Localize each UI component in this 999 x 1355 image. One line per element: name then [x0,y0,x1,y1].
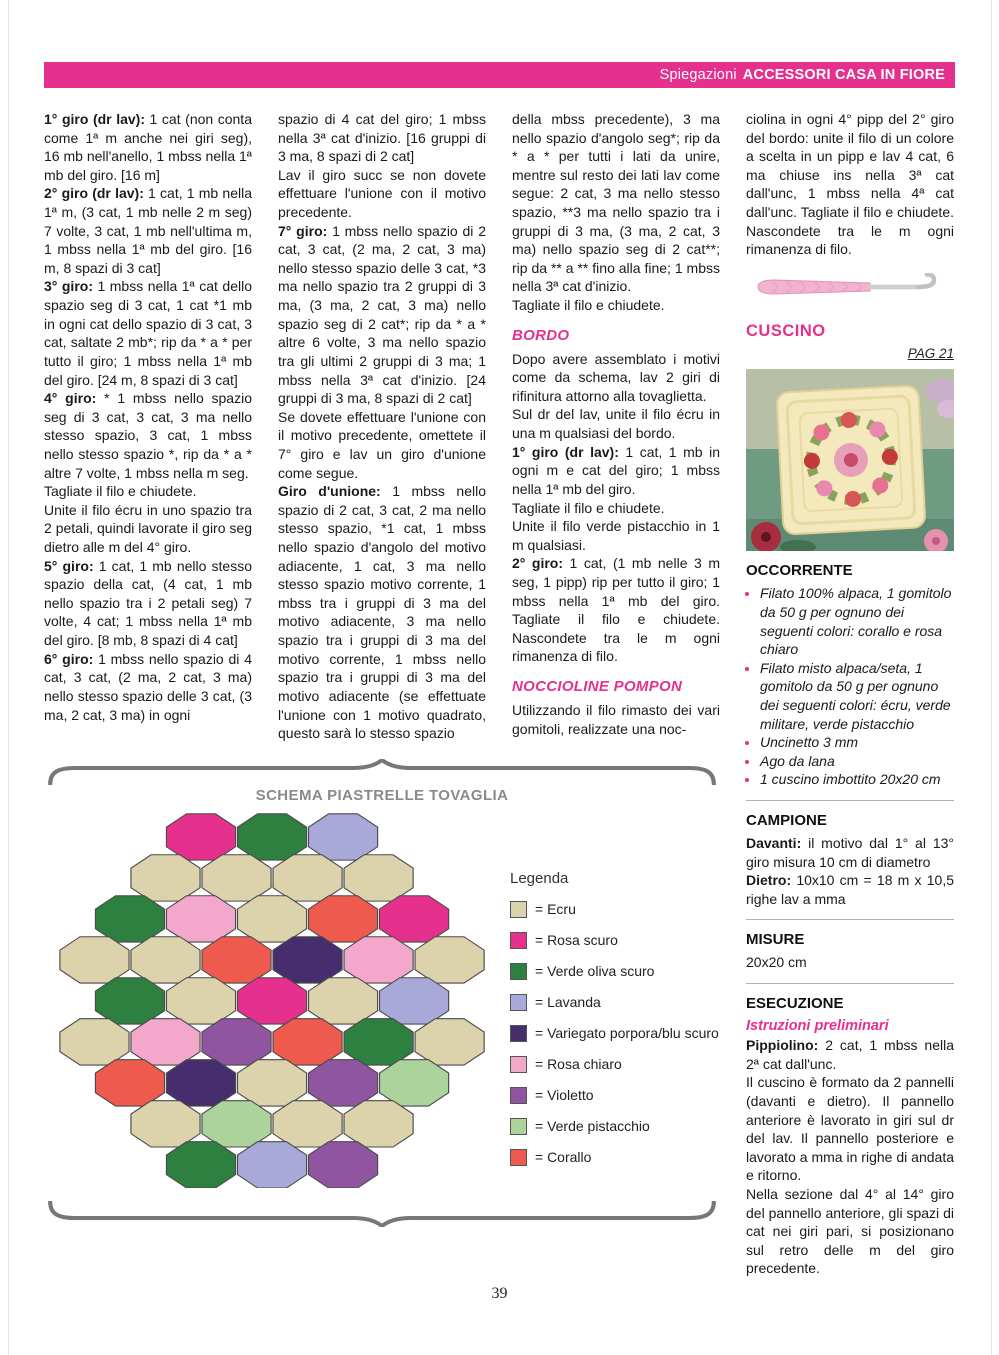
tile-ecru [131,854,200,900]
esecuzione-heading: ESECUZIONE [746,994,844,1012]
pippiolino-text: 2 cat, 1 mbss nella 2ª cat dall'unc. [746,1037,954,1072]
paragraph: 7° giro: 1 mbss nello spazio di 2 cat, 3 cat, (2 ma, 2 cat, 3 ma) nello stesso spazio delle 3 cat, *3 ma nello spazio tra 2 gruppi di 3 ma, (3 ma, 2 cat, 3 ma) nello spazio seg di 2 cat*; rip da * a * altre 6 volte, 3 ma nello spazio tra gli ultimi 2 gruppi di 3 ma; 1 mbss nella 3ª cat d'inizio. [24 gruppi di 3 ma, 8 spazi di 2 cat] [278,222,486,407]
paragraph: 2° giro (dr lav): 1 cat, 1 mb nella 1ª m, (3 cat, 1 mb nelle 2 m seg) 7 volte, 3 cat, 1 mb nell'ultima m, 1 mbss nella 1ª mb del giro. [16 m, 8 spazi di 3 cat] [44,185,252,276]
davanti-label: Davanti: [746,834,802,851]
pippiolino-paragraph [746,1036,954,1073]
column-3 [512,110,720,743]
paragraph: 4° giro: * 1 mbss nello spazio seg di 3 cat, 3 cat, 3 ma nello stesso spazio, 3 cat, 1 mbss nello stesso spazio *, rip da * a * altre 7 volte, 1 mbss nella m seg. [44,390,252,481]
tile-verde_pistacchio [380,1059,449,1105]
paragraph: della mbss precedente), 3 ma nello spazio d'angolo seg*; rip da * a * per tutti i lati da unire, mentre sul resto dei lati lav come segue: 2 cat, 3 ma nello stesso spazio, **3 ma nello spazio tra i gruppi di 3 ma, (3 ma, 2 cat, 3 ma) nello spazio seg di 2 cat**; rip da ** a ** fino alla fine; 1 mbss nella 3ª cat d'inizio. [512,111,720,295]
tile-ecru [415,1018,484,1064]
page-content [44,110,955,1278]
tile-verde_oliva [95,895,164,941]
cuscino-heading: CUSCINO [746,322,826,341]
verde_pistacchio-swatch [510,1118,527,1135]
legend-item [510,1056,719,1073]
tile-ecru [344,1100,413,1146]
tile-verde_oliva [166,1141,235,1187]
dietro-label: Dietro: [746,872,792,889]
brace-bottom-decoration [44,1201,720,1227]
legend-item [510,932,719,949]
crochet-hook-image [746,273,954,306]
paragraph: Giro d'unione: 1 mbss nello spazio di 2 cat, 3 cat, 2 ma nello stesso spazio, *1 cat, 1 mbss nello spazio d'angolo del motivo adiacente, 1 cat, 3 ma nello stesso spazio motivo corrente, 1 mbss tra i gruppi di 3 ma del motivo adiacente, 3 ma nello spazio tra i gruppi di 3 ma del motivo corrente, 1 mbss nello spazio tra i gruppi di 3 ma del motivo adiacente (se effettuate l'unione con 1 motivo quadrato, questo sarà lo stesso spazio [278,483,486,742]
brace-top-decoration [44,759,720,785]
occorrente-item: • Filato 100% alpaca, 1 gomitolo da 50 g per ognuno dei seguenti colori: corallo e rosa chiaro [760,584,954,658]
paragraph: Unite il filo verde pistacchio in 1 m qualsiasi. [512,518,720,553]
tile-verde_oliva [237,814,306,860]
legend-label: = Variegato porpora/blu scuro [535,1025,719,1042]
occorrente-list [746,584,954,789]
page-edge-left [8,0,9,1355]
verde_oliva-swatch [510,963,527,980]
occorrente-heading: OCCORRENTE [746,562,853,580]
legend-item [510,994,719,1011]
misure-text: 20x20 cm [746,954,807,971]
section-divider [746,983,954,984]
subheading: BORDO [512,326,570,344]
paragraph: 1° giro (dr lav): 1 cat (non conta come 1ª m anche nei giri seg), 16 mb nell'anello, 1 mbss nella 1ª mb del giro. [16 m] [44,111,252,183]
legend-item [510,901,719,918]
paragraph: Utilizzando il filo rimasto dei vari gomitoli, realizzate una noc- [512,701,720,737]
tile-ecru [237,1059,306,1105]
tile-rosa_chiaro [344,936,413,982]
occorrente-item: • Uncinetto 3 mm [760,733,954,752]
paragraph: spazio di 4 cat del giro; 1 mbss nella 3ª cat d'inizio. [16 gruppi di 3 ma, 8 spazi di 2 cat] [278,111,486,165]
paragraph-continuation: ciolina in ogni 4° pipp del 2° giro del bordo: unite il filo di un colore a scelta in un pipp e lav 4 cat, 6 ma chiuse ins nella 3ª cat dall'unc, 1 mbss nella 4ª cat dall'unc. Tagliate il filo e chiudete. Nascondete tra le m ogni rimanenza di filo. [746,111,954,258]
paragraph: 2° giro: 1 cat, (1 mb nelle 3 m seg, 1 pipp) rip per tutto il giro; 1 mbss nella 1ª mb del giro. Tagliate il filo e chiudete. Nascondete tra le m ogni rimanenza di filo. [512,555,720,665]
lavanda-swatch [510,994,527,1011]
tile-rosa_scuro [166,814,235,860]
corallo-swatch [510,1149,527,1166]
rosa_chiaro-swatch [510,1056,527,1073]
ecru-swatch [510,901,527,918]
tile-lavanda [237,1141,306,1187]
page-header-bar [44,62,955,88]
tile-ecru [273,854,342,900]
legend-label: = Rosa chiaro [535,1056,622,1073]
paragraph: 1° giro (dr lav): 1 cat, 1 mb in ogni m e cat del giro; 1 mbss nella 1ª mb del giro. [512,443,720,497]
legend-item [510,1118,719,1135]
esecuzione-paragraph: Nella sezione dal 4° al 14° giro del pannello anteriore, gli spazi di cat nei giri pari, si posizionano sul retro delle m del giro precedente. [746,1186,954,1277]
legend-item [510,963,719,980]
schema-body [44,812,720,1193]
tile-lavanda [309,814,378,860]
tile-ecru [202,854,271,900]
pippiolino-label: Pippiolino: [746,1037,819,1054]
legend-label: = Lavanda [535,994,601,1011]
tile-ecru [344,854,413,900]
occorrente-item: • Filato misto alpaca/seta, 1 gomitolo da 50 g per ognuno dei seguenti colori: écru, verde militare, verde pistacchio [760,659,954,733]
tile-ecru [131,1100,200,1146]
column-4 [746,110,954,1278]
legend-item [510,1025,719,1042]
section-divider [746,800,954,801]
header-title: ACCESSORI CASA IN FIORE [742,67,945,83]
paragraph: Tagliate il filo e chiudete. [44,483,197,500]
tile-corallo [202,936,271,982]
column-1 [44,110,252,743]
tile-variegato [166,1059,235,1105]
tile-rosa_chiaro [166,895,235,941]
paragraph: Se dovete effettuare l'unione con il motivo precedente, omettete il 7° giro e lav un giro d'unione come segue. [278,408,486,481]
legend-label: = Verde oliva scuro [535,963,655,980]
left-zone [44,110,720,1278]
legend-label: = Corallo [535,1149,592,1166]
legend-title: Legenda [510,869,569,887]
paragraph: 6° giro: 1 mbss nello spazio di 4 cat, 3 cat, (2 ma, 2 cat, 3 ma) nello stesso spazio delle 3 cat, (3 ma, 2 cat, 3 ma) in ogni [44,650,252,723]
paragraph: Tagliate il filo e chiudete. [512,499,665,516]
violetto-swatch [510,1087,527,1104]
paragraph: 5° giro: 1 cat, 1 mb nello stesso spazio della cat, (4 cat, 1 mb nello spazio tra i 2 petali seg) 7 volte, 4 cat; 1 mbss nella 1ª mb del giro. [8 mb, 8 spazi di 4 cat] [44,557,252,649]
legend-item [510,1149,719,1166]
legend-items [510,901,719,1166]
tile-variegato [273,936,342,982]
campione-heading: CAMPIONE [746,812,827,830]
tile-ecru [237,895,306,941]
tile-ecru [131,936,200,982]
legend-item [510,1087,719,1104]
campione-dietro [746,871,954,908]
tile-violetto [309,1141,378,1187]
column-2 [278,110,486,743]
subheading: NOCCIOLINE POMPON [512,678,683,695]
text-columns [44,110,720,743]
occorrente-item: • 1 cuscino imbottito 20x20 cm [760,770,954,789]
section-divider [746,919,954,920]
page-number: 39 [491,1285,508,1302]
tile-corallo [309,895,378,941]
istruzioni-preliminari-subheading: Istruzioni preliminari [746,1017,889,1034]
tile-violetto [309,1059,378,1105]
tile-diagram [58,812,488,1188]
rosa_scuro-swatch [510,932,527,949]
legend-label: = Rosa scuro [535,932,618,949]
tile-verde_oliva [95,977,164,1023]
campione-davanti [746,834,954,871]
cushion-photo [746,369,954,551]
tile-lavanda [380,977,449,1023]
paragraph: Tagliate il filo e chiudete. [512,297,665,314]
paragraph: 3° giro: 1 mbss nella 1ª cat dello spazio seg di 3 cat, 1 cat *1 mb in ogni cat dello spazio di 3 cat, 3 cat, saltate 2 mb*; rip da * a * per tutto il giro; 1 mbss nella 1ª mb del giro. [24 m, 8 spazi di 3 cat] [44,278,252,388]
dietro-text: 10x10 cm = 18 m x 10,5 righe lav a mma [746,872,954,907]
tile-violetto [202,1018,271,1064]
paragraph: Sul dr del lav, unite il filo écru in una m qualsiasi del bordo. [512,406,720,442]
tile-ecru [60,1018,129,1064]
legend-label: = Ecru [535,901,576,918]
tile-ecru [273,1100,342,1146]
tile-rosa_scuro [237,977,306,1023]
page-edge-right [991,0,992,1355]
occorrente-item: • Ago da lana [760,752,954,771]
legend-label: = Verde pistacchio [535,1118,650,1135]
header-section-label: Spiegazioni [659,67,737,83]
tile-diagram-wrap [58,812,488,1193]
tile-rosa_scuro [380,895,449,941]
tile-verde_pistacchio [202,1100,271,1146]
variegato-swatch [510,1025,527,1042]
tile-corallo [95,1059,164,1105]
tile-corallo [273,1018,342,1064]
tile-verde_oliva [344,1018,413,1064]
legend-label: = Violetto [535,1087,594,1104]
legend [510,870,719,1193]
davanti-text: il motivo dal 1° al 13° giro misura 10 cm di diametro [746,834,954,870]
paragraph: Dopo avere assemblato i motivi come da schema, lav 2 giri di rifinitura attorno alla tovaglietta. [512,350,720,404]
page-ref: PAG 21 [907,346,954,362]
paragraph: Lav il giro succ se non dovete effettuare l'unione con il motivo precedente. [278,166,486,221]
misure-heading: MISURE [746,931,805,949]
schema-piastrelle-tovaglia [44,759,720,1227]
esecuzione-paragraph: Il cuscino è formato da 2 pannelli (davanti e dietro). Il pannello anteriore è lavorato in giri sul dr del lav. Il pannello posteriore e lavorato a mma in righe di andata e ritorno. [746,1074,954,1184]
tile-ecru [60,936,129,982]
paragraph: Unite il filo écru in uno spazio tra 2 petali, quindi lavorate il giro seg dietro alle m del 4° giro. [44,501,252,556]
tile-ecru [309,977,378,1023]
tile-rosa_chiaro [131,1018,200,1064]
tile-ecru [415,936,484,982]
tile-ecru [166,977,235,1023]
schema-title: SCHEMA PIASTRELLE TOVAGLIA [255,786,509,804]
